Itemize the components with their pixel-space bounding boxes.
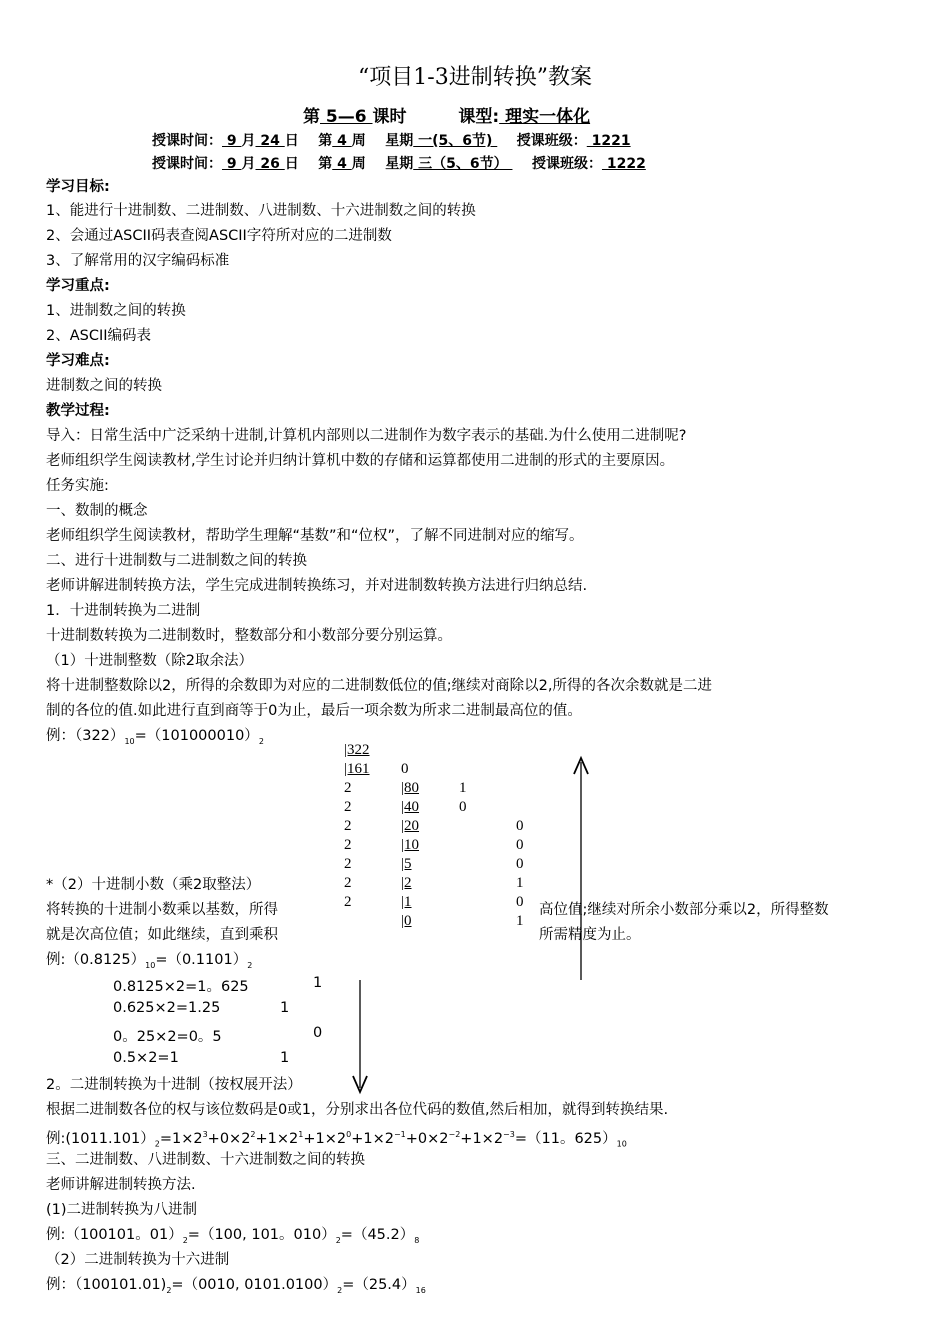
fraction-method-text-1b: 高位值;继续对所余小数部分乘以2，所得整数: [539, 902, 829, 918]
intro-line: 导入：日常生活中广泛采纳十进制,计算机内部则以二进制作为数字表示的基础.为什么使用二进制呢?: [46, 428, 687, 444]
division-col-quotients: 0 |80 |40 |20 |10 |5 |2 |1 |0: [401, 761, 420, 929]
lesson-number: 5—6: [320, 107, 373, 127]
difficulty-heading: 学习难点:: [46, 353, 110, 369]
subsection-2-2-text: 根据二进制数各位的权与该位数码是0或1，分别求出各位代码的数值,然后相加，就得到转换结果.: [46, 1102, 669, 1118]
document-title: “项目1-3进制转换”教案: [358, 65, 592, 90]
intro-line-2: 老师组织学生阅读教材,学生讨论并归纳计算机中数的存储和运算都使用二进制的形式的主要原因。: [46, 453, 675, 469]
subsection-3-2: （2）二进制转换为十六进制: [46, 1252, 230, 1268]
goal-3: 3、了解常用的汉字编码标准: [46, 253, 230, 269]
key-points-heading: 学习重点:: [46, 278, 110, 294]
down-arrow: [353, 980, 367, 1092]
fraction-method-heading: *（2）十进制小数（乘2取整法）: [46, 877, 261, 893]
schedule-row-1: 授课时间： 9 月 24 日 第 4 周 星期 一(5、6节) 授课班级： 1221: [152, 133, 631, 149]
division-col-dividends: |322 |161 2 2 2 2 2 2 2: [344, 742, 370, 910]
section-1-text: 老师组织学生阅读教材，帮助学生理解“基数”和“位权”，了解不同进制对应的缩写。: [46, 528, 584, 544]
example-1: 例：$(322)_{10}=(101000010)_2$: [46, 728, 264, 746]
fraction-method-text-1a: 将转换的十进制小数乘以基数，所得: [46, 902, 278, 918]
calc-bit-3: 0: [313, 1025, 323, 1041]
section-3-text: 老师讲解进制转换方法.: [46, 1177, 196, 1193]
process-heading: 教学过程:: [46, 403, 110, 419]
division-col-remainders-b: 0 0 0 1 0 1: [516, 818, 524, 929]
subsection-3-1: (1)二进制转换为八进制: [46, 1202, 198, 1218]
integer-method-text-1: 将十进制整数除以2，所得的余数即为对应的二进制数低位的值;继续对商除以2,所得的各次余数就是二进: [46, 678, 712, 694]
lesson-type-label: 课型:: [458, 107, 500, 127]
division-col-remainders-a: 1 0: [459, 780, 467, 815]
calc-step-3: 0。25×2=0。5: [113, 1029, 222, 1045]
goal-1: 1、能进行十进制数、二进制数、八进制数、十六进制数之间的转换: [46, 203, 476, 219]
calc-bit-1: 1: [313, 975, 323, 991]
lesson-prefix: 第: [303, 107, 320, 127]
example-2: 例$:(0.8125)_{10}=(0.1101)_2$: [46, 952, 253, 970]
fraction-method-text-2b: 所需精度为止。: [539, 927, 641, 943]
example-5: 例：$(100101.01)_2=(0010$, $0101.0100)_2=(25.4)_{16}$: [46, 1277, 426, 1295]
calc-step-1: 0.8125×2=1。625: [113, 979, 249, 995]
section-2-heading: 二、进行十进制数与二进制数之间的转换: [46, 553, 307, 569]
calc-step-2: 0.625×2=1.25: [113, 1000, 221, 1016]
subsection-2-1-text: 十进制数转换为二进制数时，整数部分和小数部分要分别运算。: [46, 628, 452, 644]
calc-bit-2: 1: [280, 1000, 290, 1016]
goals-heading: 学习目标:: [46, 179, 110, 195]
key-point-2: 2、ASCII编码表: [46, 328, 152, 344]
up-arrow: [574, 758, 588, 980]
difficulty-1: 进制数之间的转换: [46, 378, 162, 394]
calc-step-4: 0.5×2=1: [113, 1050, 179, 1066]
schedule-row-2: 授课时间： 9 月 26 日 第 4 周 星期 三（5、6节） 授课班级： 1222: [152, 156, 646, 172]
integer-method-heading: （1）十进制整数（除2取余法）: [46, 653, 253, 669]
subsection-2-2: 2。二进制转换为十进制（按权展开法）: [46, 1077, 302, 1093]
lesson-type-value: 理实一体化: [499, 107, 591, 127]
key-point-1: 1、进制数之间的转换: [46, 303, 186, 319]
goal-2: 2、会通过ASCII码表查阅ASCII字符所对应的二进制数: [46, 228, 392, 244]
calc-bit-4: 1: [280, 1050, 290, 1066]
fraction-method-text-2a: 就是次高位值；如此继续，直到乘积: [46, 927, 278, 943]
subsection-2-1: 1．十进制转换为二进制: [46, 603, 201, 619]
example-4: 例:（100101。$01)_2=(100$, 101。$010)_2=(45.2)_8$: [46, 1227, 420, 1245]
section-2-text: 老师讲解进制转换方法，学生完成进制转换练习，并对进制数转换方法进行归纳总结.: [46, 578, 588, 594]
lesson-suffix: 课时: [372, 107, 407, 127]
section-3-heading: 三、二进制数、八进制数、十六进制数之间的转换: [46, 1152, 365, 1168]
example-3: 例$:(1011.101)_2=1\times 2^3+0\times 2^2+1\times 2^1+1\times 2^0+1\times 2^{-1}+0\times 2^{-2}+1\times 2^{-3}=(11$。$625)_{10}$: [46, 1130, 627, 1149]
integer-method-text-2: 制的各位的值.如此进行直到商等于0为止，最后一项余数为所求二进制最高位的值。: [46, 703, 582, 719]
task-heading: 任务实施:: [46, 478, 109, 494]
section-1-heading: 一、数制的概念: [46, 503, 148, 519]
